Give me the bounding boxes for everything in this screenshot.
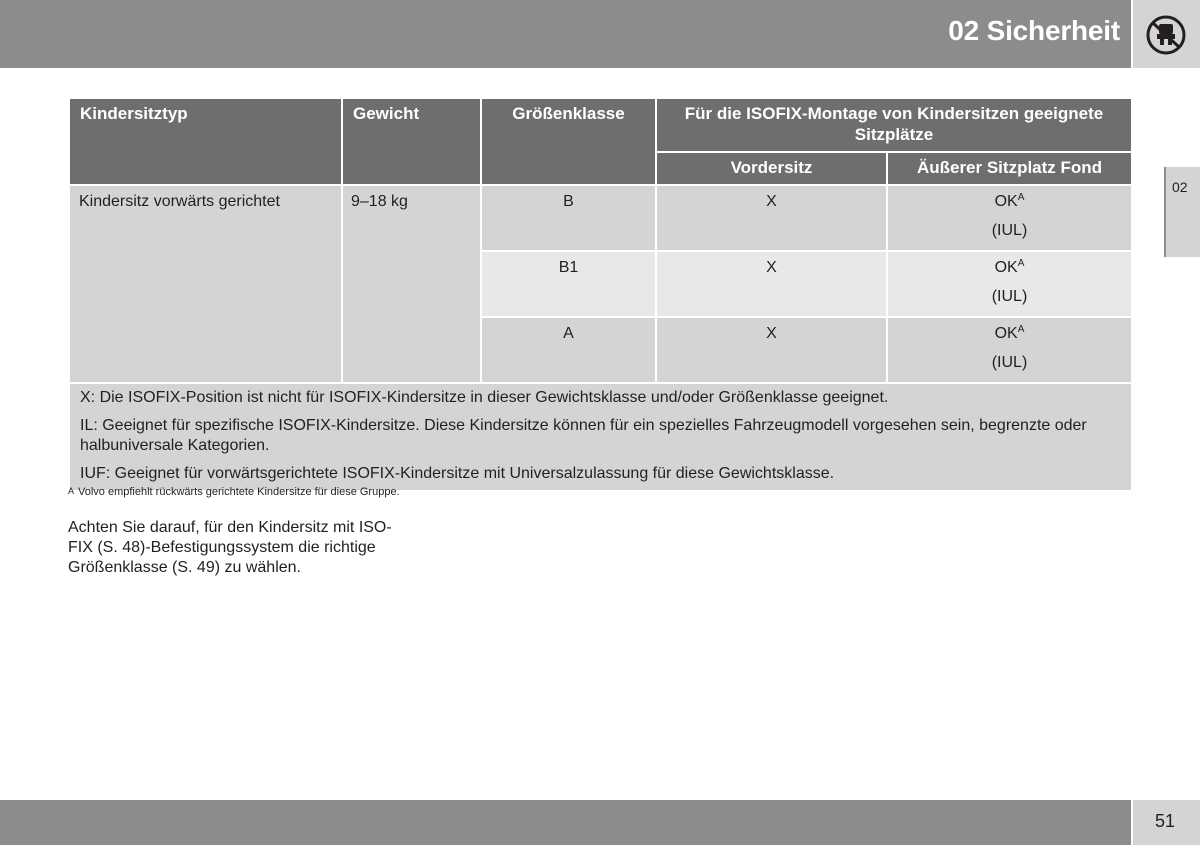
body-paragraph: Achten Sie darauf, für den Kindersitz mit ISO-FIX (S. 48)-Befestigungssystem die richtige Größenklasse (S. 49) zu wählen. <box>68 519 392 576</box>
chapter-icon-box <box>1133 0 1200 68</box>
col-header-rear: Äußerer Sitzplatz Fond <box>887 152 1132 185</box>
footnote-text: Volvo empfiehlt rückwärts gerichtete Kindersitze für diese Gruppe. <box>78 486 400 498</box>
footnote-ref: A <box>1017 258 1025 269</box>
cell-size: B1 <box>481 251 656 317</box>
cell-size: A <box>481 317 656 383</box>
cell-type: Kindersitz vorwärts gerichtet <box>69 185 342 383</box>
cell-rear <box>887 317 1132 383</box>
cell-front: X <box>656 317 887 383</box>
rear-sub: (IUL) <box>991 288 1028 305</box>
footnote-ref: A <box>1017 192 1025 203</box>
table-header-row <box>69 98 1132 152</box>
cell-front: X <box>656 185 887 251</box>
rear-ok: OK <box>994 259 1018 276</box>
chapter-side-tab-label: 02 <box>1172 179 1188 195</box>
cell-rear <box>887 251 1132 317</box>
table-notes <box>69 383 1132 491</box>
header-bar <box>0 0 1131 68</box>
footnote-marker: A <box>68 486 75 496</box>
footnote <box>68 486 400 498</box>
chapter-side-tab[interactable] <box>1164 167 1200 257</box>
note-iuf: IUF: Geeignet für vorwärtsgerichtete ISOFIX-Kindersitze mit Universalzulassung für diese Gewichtsklasse. <box>80 465 835 482</box>
cell-size: B <box>481 185 656 251</box>
isofix-table <box>68 97 1133 492</box>
note-il: IL: Geeignet für spezifische ISOFIX-Kindersitze. Diese Kindersitze können für ein spezielles Fahrzeugmodell vorgesehen sein, begrenzte oder halbuniversale Kategorien. <box>80 417 1087 454</box>
page-number: 51 <box>1155 811 1176 831</box>
table-row <box>69 185 1132 251</box>
cell-weight: 9–18 kg <box>342 185 481 383</box>
note-x: X: Die ISOFIX-Position ist nicht für ISOFIX-Kindersitze in dieser Gewichtsklasse und/oder Größenklasse geeignet. <box>80 389 889 406</box>
col-header-size-class: Größenklasse <box>481 98 656 185</box>
no-child-seat-icon <box>1145 15 1187 55</box>
col-header-seat-group: Für die ISOFIX-Montage von Kindersitzen geeignete Sitzplätze <box>656 98 1132 152</box>
col-header-weight: Gewicht <box>342 98 481 185</box>
page-number-box <box>1133 800 1200 845</box>
rear-ok: OK <box>994 325 1018 342</box>
cell-front: X <box>656 251 887 317</box>
col-header-front: Vordersitz <box>656 152 887 185</box>
footer-bar <box>0 800 1131 845</box>
cell-rear <box>887 185 1132 251</box>
chapter-title: 02 Sicherheit <box>948 15 1120 46</box>
rear-sub: (IUL) <box>991 222 1028 239</box>
rear-ok: OK <box>994 193 1018 210</box>
rear-sub: (IUL) <box>991 354 1028 371</box>
col-header-type: Kindersitztyp <box>69 98 342 185</box>
footnote-ref: A <box>1017 324 1025 335</box>
table-notes-row <box>69 383 1132 491</box>
